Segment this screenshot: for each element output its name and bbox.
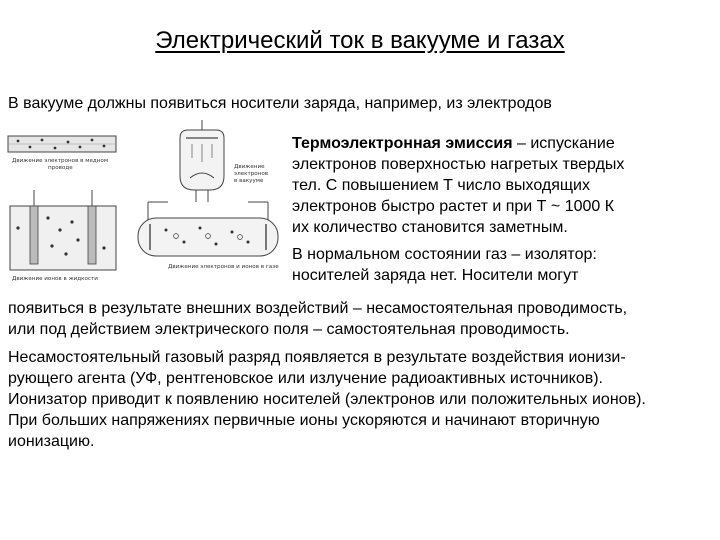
wire-diagram	[8, 136, 116, 171]
liquid-diagram	[10, 190, 116, 282]
illustration-figure	[0, 118, 290, 288]
thermionic-emission-paragraph: Термоэлектронная эмиссия – испускание электронов поверхностью нагретых твердых тел. С повышением Т число выходящих электронов быстро растет и при Т ~ 1000 К их количество становится заметным.	[292, 135, 625, 236]
vacuum-tube-diagram	[180, 120, 268, 202]
gas-discharge-paragraph: Несамостоятельный газовый разряд появляется в результате воздействия ионизи- рующего агента (УФ, рентгеновское или излучение радиоактивных источников). Ионизатор приводит к появлению носителей (электронов или положительных ионов). При больших напряжениях первичные ионы ускоряются и начинают вторичную ионизацию.	[8, 349, 646, 450]
caption-wire-2: проводе	[48, 165, 73, 171]
caption-vacuum-1: Движение	[234, 164, 265, 170]
caption-gas: Движение электронов и ионов в газе	[168, 264, 279, 270]
page-title: Электрический ток в вакууме и газах	[155, 27, 565, 54]
gas-tube-diagram	[138, 202, 279, 270]
caption-liquid: Движение ионов в жидкости	[12, 276, 98, 282]
caption-wire-1: Движение электронов в медном	[12, 158, 109, 164]
intro-text: В вакууме должны появиться носители заряда, например, из электродов	[8, 95, 552, 112]
gas-conductivity-paragraph: появиться в результате внешних воздействий – несамостоятельная проводимость, или под действием электрического поля – самостоятельная проводимость.	[8, 300, 628, 338]
term-thermionic-emission: Термоэлектронная эмиссия	[292, 135, 513, 152]
caption-vacuum-3: в вакууме	[234, 178, 264, 184]
caption-vacuum-2: электронов	[234, 171, 269, 177]
gas-insulator-paragraph: В нормальном состоянии газ – изолятор: носителей заряда нет. Носители могут	[292, 246, 597, 284]
